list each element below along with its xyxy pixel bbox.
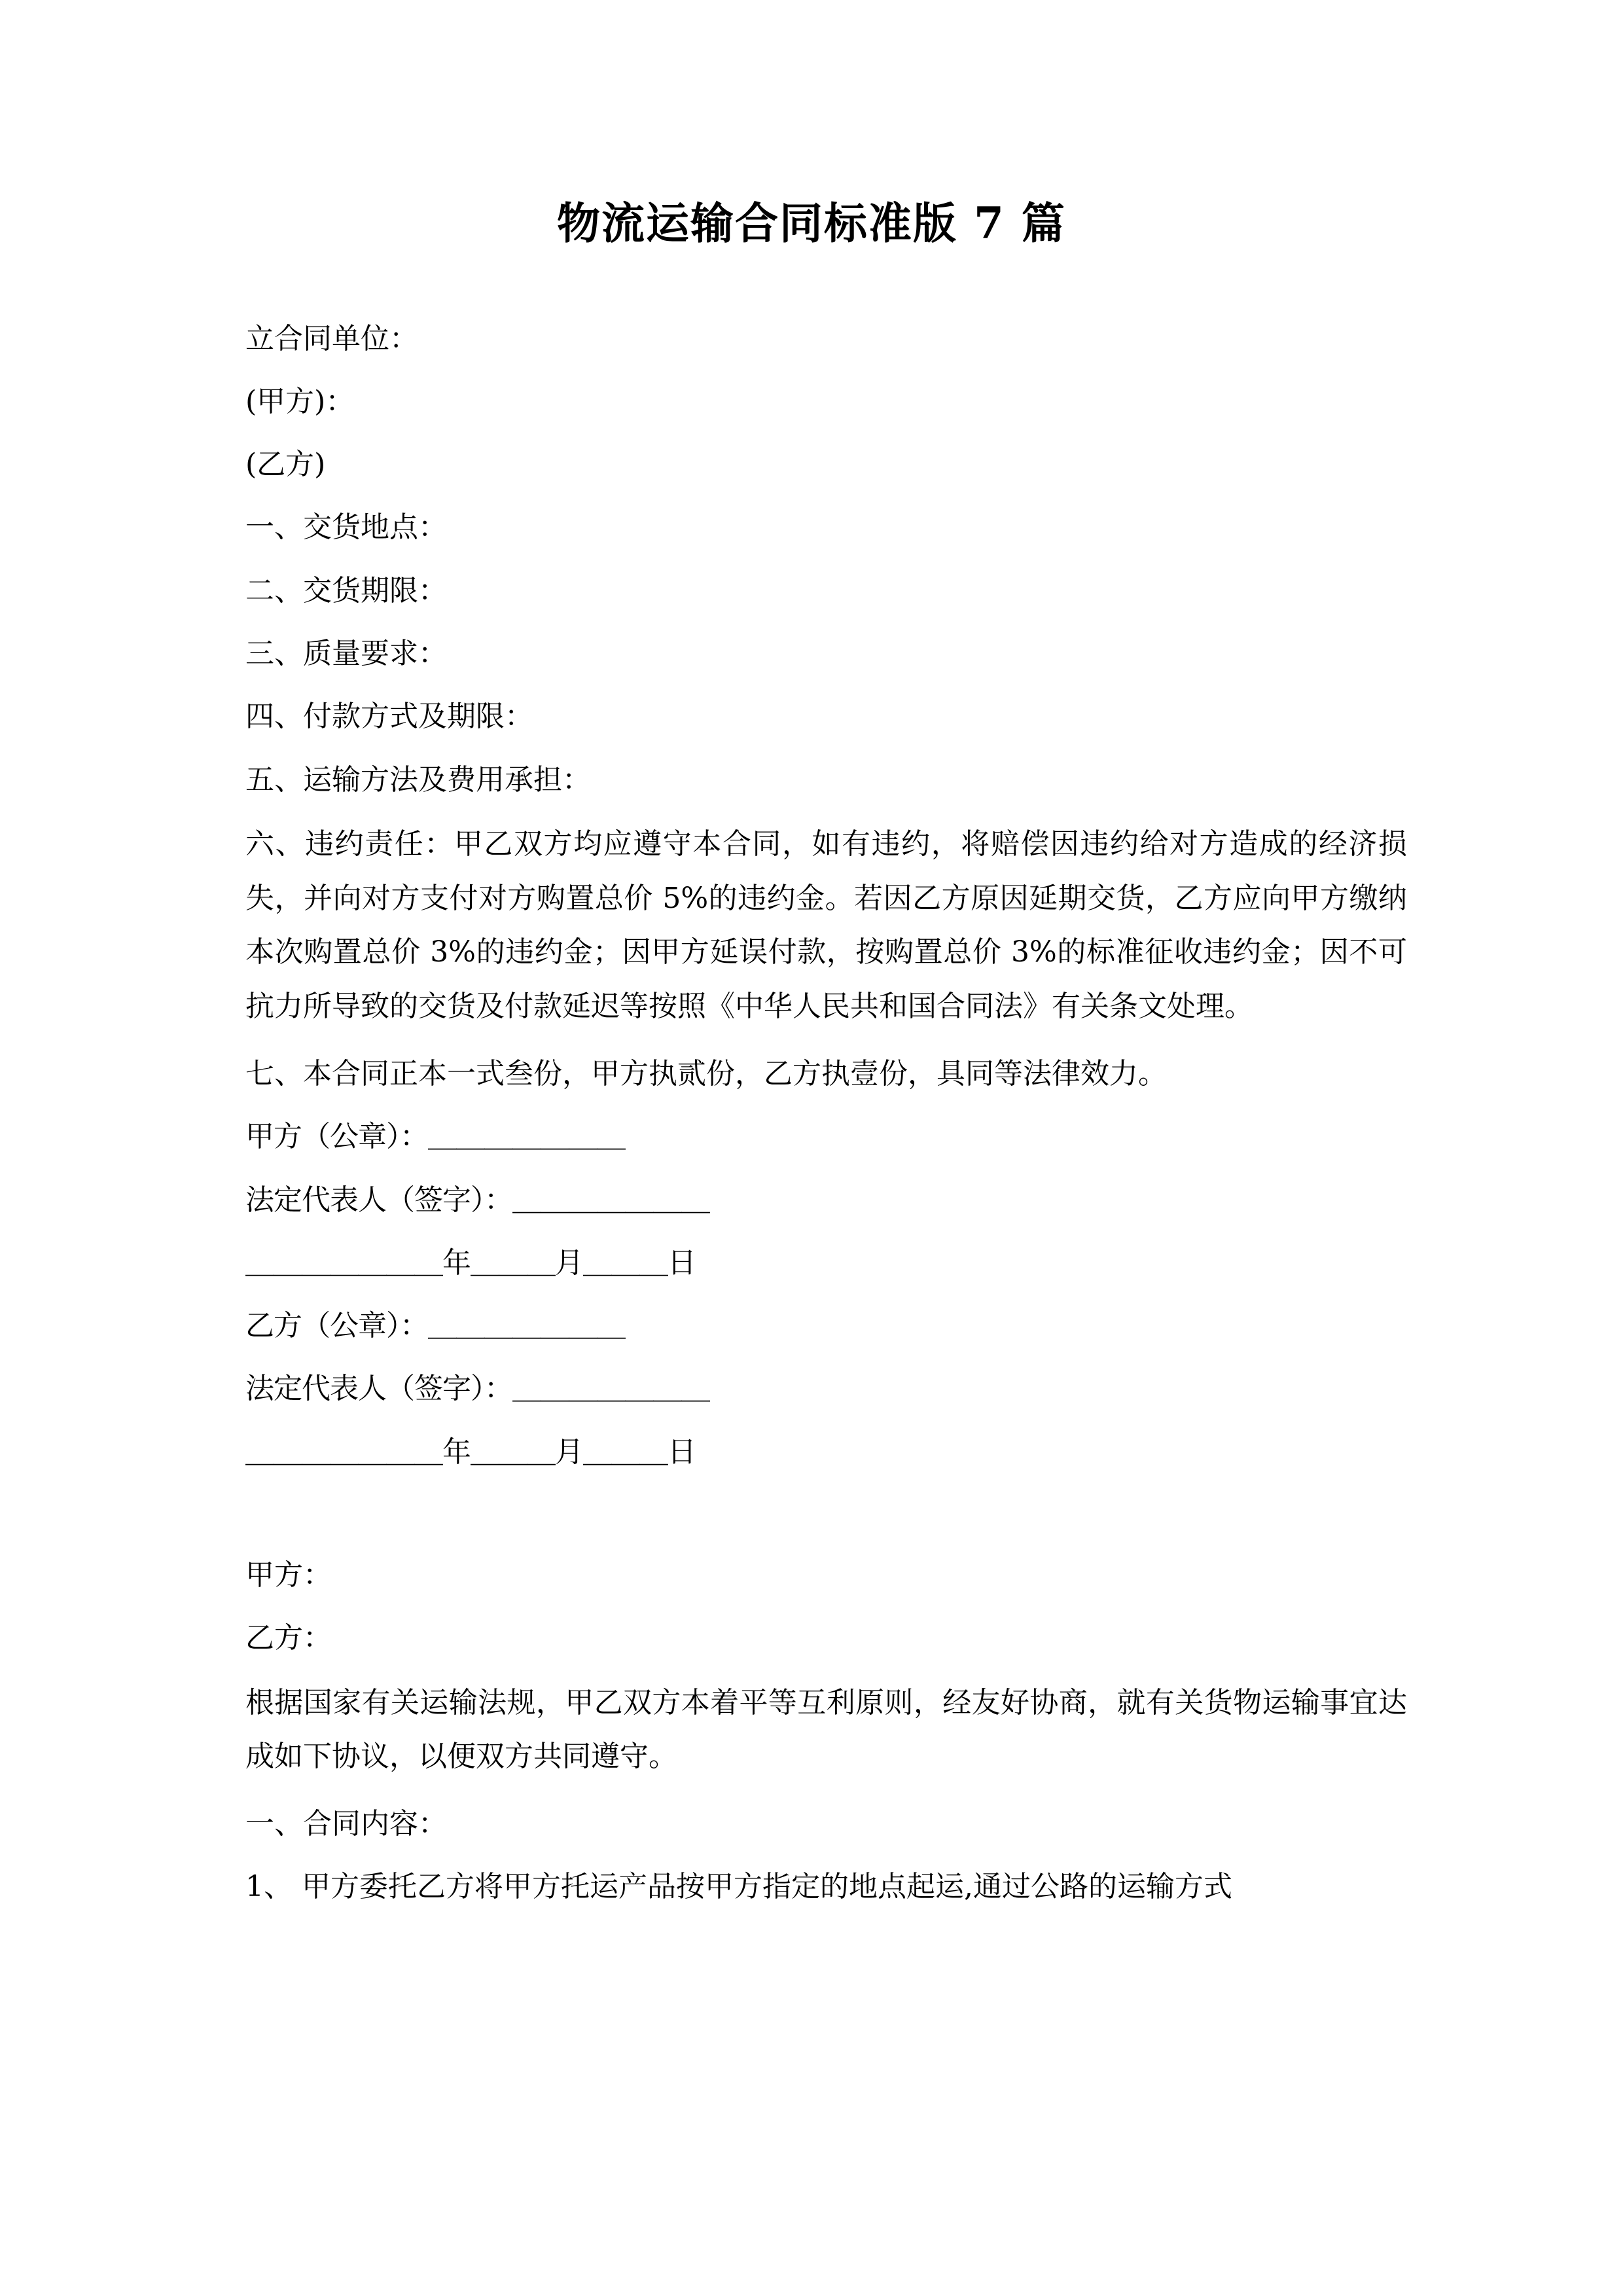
heading-line-contract-unit: 立合同单位： [245, 321, 418, 355]
document-body [245, 314, 1407, 1913]
heading-line-party-a: (甲方)： [245, 384, 355, 418]
clause-transport-method: 五、运输方法及费用承担： [245, 762, 591, 797]
clause-quality-requirement: 三、质量要求： [245, 637, 447, 671]
signature-party-b-representative: 法定代表人（签字）：＿＿＿＿＿＿＿ [245, 1372, 709, 1406]
signature-party-a-seal: 甲方（公章）：＿＿＿＿＿＿＿ [245, 1120, 625, 1154]
contract-two-section-heading: 一、合同内容： [245, 1807, 447, 1841]
clause-delivery-location: 一、交货地点： [245, 511, 447, 545]
contract-two-preamble: 根据国家有关运输法规，甲乙双方本着平等互利原则，经友好协商，就有关货物运输事宜达成如下协议，以便双方共同遵守。 [245, 1685, 1407, 1774]
contract-two-item-one: 1、 甲方委托乙方将甲方托运产品按甲方指定的地点起运,通过公路的运输方式 [245, 1870, 1232, 1904]
heading-line-party-b: (乙方) [245, 448, 326, 482]
page-title: 物流运输合同标准版 7 篇 [557, 198, 1066, 249]
signature-party-a-representative: 法定代表人（签字）：＿＿＿＿＿＿＿ [245, 1183, 709, 1217]
signature-party-b-seal: 乙方（公章）：＿＿＿＿＿＿＿ [245, 1309, 625, 1343]
contract-two-party-a: 甲方： [245, 1558, 332, 1592]
clause-delivery-deadline: 二、交货期限： [245, 573, 447, 607]
clause-copies: 七、本合同正本一式叁份，甲方执贰份，乙方执壹份，具同等法律效力。 [245, 1056, 1167, 1090]
signature-party-a-date: ＿＿＿＿＿＿＿年＿＿＿月＿＿＿日 [245, 1246, 696, 1280]
clause-breach-liability: 六、违约责任：甲乙双方均应遵守本合同，如有违约，将赔偿因违约给对方造成的经济损失，并向对方支付对方购置总价 5%的违约金。若因乙方原因延期交货，乙方应向甲方缴纳本次购置总价 3%的违约金；因甲方延误付款，按购置总价 3%的标准征收违约金；因不可抗力所导致的交货及付款延迟等按照《中华人民共和国合同法》有关条文处理。 [245, 827, 1407, 1024]
section-spacer [245, 1490, 1407, 1550]
signature-party-b-date: ＿＿＿＿＿＿＿年＿＿＿月＿＿＿日 [245, 1435, 696, 1469]
contract-two-party-b: 乙方： [245, 1621, 332, 1655]
clause-payment-method: 四、付款方式及期限： [245, 700, 533, 734]
